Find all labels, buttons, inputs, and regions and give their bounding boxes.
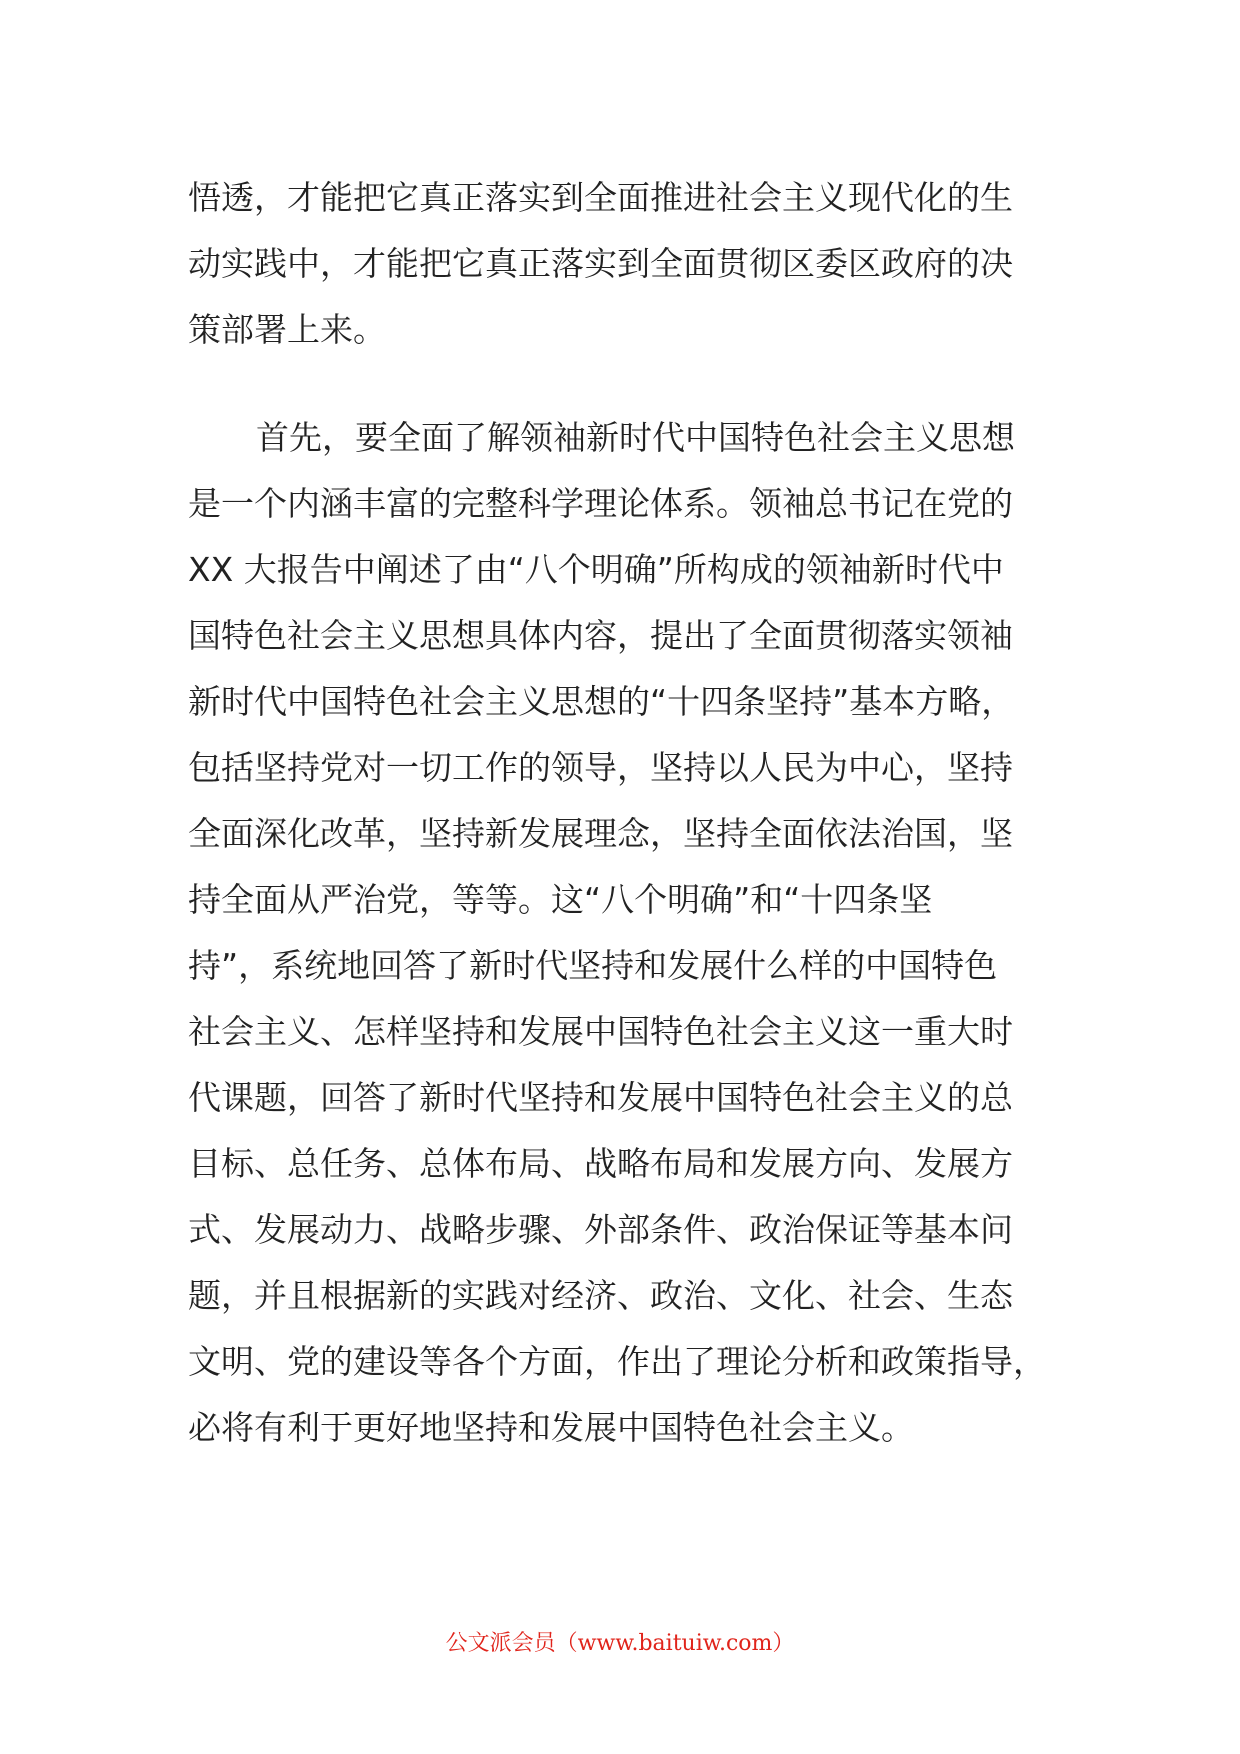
paragraph-line: XX 大报告中阐述了由“八个明确”所构成的领袖新时代中: [188, 550, 1004, 589]
paragraph-1: [188, 165, 1068, 363]
paragraph-line: 必将有利于更好地坚持和发展中国特色社会主义。: [188, 1408, 914, 1447]
paragraph-line: 策部署上来。: [188, 310, 386, 349]
paragraph-line: 持全面从严治党，等等。这“八个明确”和“十四条坚: [188, 880, 933, 919]
paragraph-line: 文明、党的建设等各个方面，作出了理论分析和政策指导，: [188, 1342, 1046, 1381]
paragraph-line: 全面深化改革，坚持新发展理念，坚持全面依法治国，坚: [188, 814, 1013, 853]
paragraph-2: [188, 405, 1068, 1461]
paragraph-first-line: 首先，要全面了解领袖新时代中国特色社会主义思想: [256, 418, 1015, 457]
paragraph-line: 悟透，才能把它真正落实到全面推进社会主义现代化的生: [188, 178, 1013, 217]
paragraph-line: 动实践中，才能把它真正落实到全面贯彻区委区政府的决: [188, 244, 1013, 283]
footer-watermark: 公文派会员（www.baituiw.com）: [445, 1631, 795, 1656]
paragraph-line: 社会主义、怎样坚持和发展中国特色社会主义这一重大时: [188, 1012, 1013, 1051]
paragraph-line: 新时代中国特色社会主义思想的“十四条坚持”基本方略，: [188, 682, 1015, 721]
paragraph-line: 包括坚持党对一切工作的领导，坚持以人民为中心，坚持: [188, 748, 1013, 787]
paragraph-line: 式、发展动力、战略步骤、外部条件、政治保证等基本问: [188, 1210, 1013, 1249]
paragraph-line: 国特色社会主义思想具体内容，提出了全面贯彻落实领袖: [188, 616, 1013, 655]
paragraph-line: 持”，系统地回答了新时代坚持和发展什么样的中国特色: [188, 946, 998, 985]
paragraph-line: 题，并且根据新的实践对经济、政治、文化、社会、生态: [188, 1276, 1013, 1315]
paragraph-line: 代课题，回答了新时代坚持和发展中国特色社会主义的总: [188, 1078, 1013, 1117]
paragraph-line: 是一个内涵丰富的完整科学理论体系。领袖总书记在党的: [188, 484, 1013, 523]
paragraph-line: 目标、总任务、总体布局、战略布局和发展方向、发展方: [188, 1144, 1013, 1183]
